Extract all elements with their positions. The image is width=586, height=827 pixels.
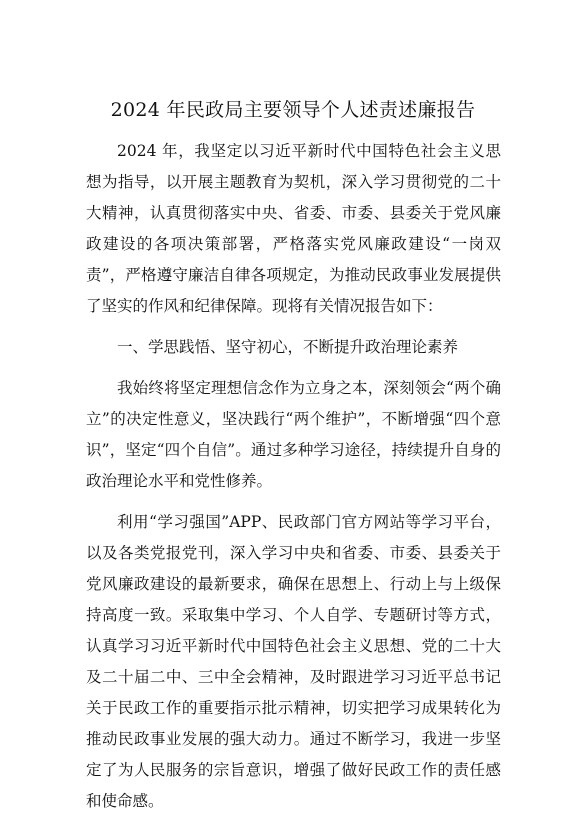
- document-body: [86, 136, 501, 827]
- body-paragraph: 我始终将坚定理想信念作为立身之本，深刻领会“两个确立”的决定性意义，坚决践行“两个维护”，不断增强“四个意识”，坚定“四个自信”。通过多种学习途径，持续提升自身的政治理论水平和党性修养。: [86, 379, 501, 490]
- body-paragraph: 利用“学习强国”APP、民政部门官方网站等学习平台，以及各类党报党刊，深入学习中央和省委、市委、县委关于党风廉政建设的最新要求，确保在思想上、行动上与上级保持高度一致。采取集中学习、个人自学、专题研讨等方式，认真学习习近平新时代中国特色社会主义思想、党的二十大及二十届二中、三中全会精神，及时跟进学习习近平总书记关于民政工作的重要指示批示精神，切实把学习成果转化为推动民政事业发展的强大动力。通过不断学习，我进一步坚定了为人民服务的宗旨意识，增强了做好民政工作的责任感和使命感。: [86, 513, 501, 810]
- document-title: 2024 年民政局主要领导个人述责述廉报告: [110, 99, 476, 121]
- section-heading: 一、学思践悟、坚守初心，不断提升政治理论素养: [117, 338, 459, 356]
- intro-paragraph: 2024 年，我坚定以习近平新时代中国特色社会主义思想为指导，以开展主题教育为契机，深入学习贯彻党的二十大精神，认真贯彻落实中央、省委、市委、县委关于党风廉政建设的各项决策部署，严格落实党风廉政建设“一岗双责”，严格遵守廉洁自律各项规定，为推动民政事业发展提供了坚实的作风和纪律保障。现将有关情况报告如下：: [86, 142, 501, 315]
